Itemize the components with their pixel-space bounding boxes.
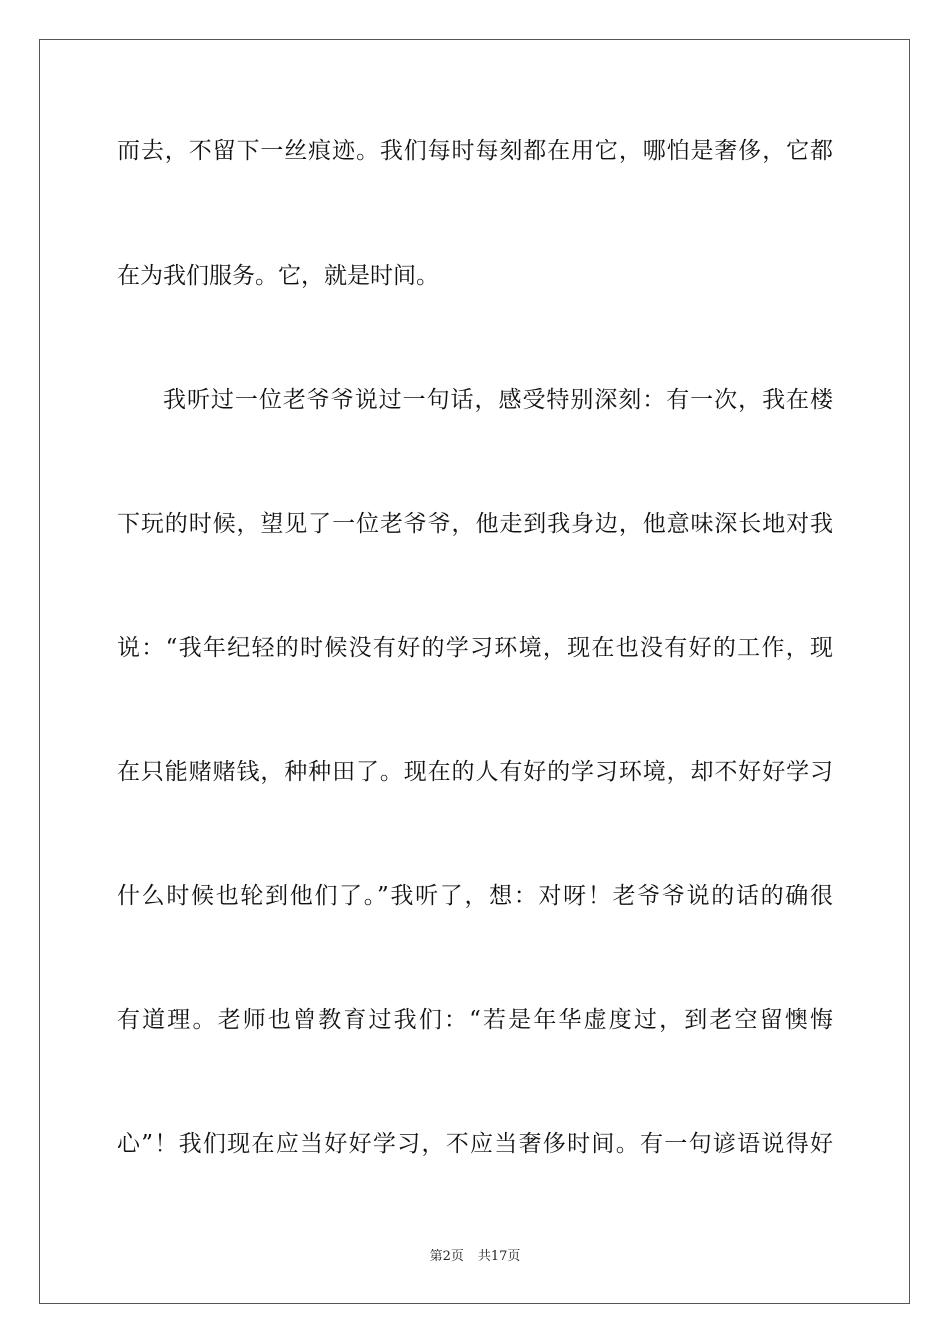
page-number: 第2页 <box>429 1249 464 1264</box>
text-line: 心”！我们现在应当好好学习，不应当奢侈时间。有一句谚语说得好 <box>117 1131 833 1157</box>
text-line: 说：“我年纪轻的时候没有好的学习环境，现在也没有好的工作，现 <box>117 635 833 661</box>
text-line: 而去，不留下一丝痕迹。我们每时每刻都在用它，哪怕是奢侈，它都 <box>117 138 833 164</box>
text-line: 下玩的时候，望见了一位老爷爷，他走到我身边，他意味深长地对我 <box>117 511 833 537</box>
page-border <box>39 39 910 1304</box>
page-total: 共17页 <box>477 1249 521 1264</box>
text-line: 什么时候也轮到他们了。”我听了，想：对呀！老爷爷说的话的确很 <box>117 883 833 909</box>
page-footer <box>0 1248 950 1266</box>
text-line: 在为我们服务。它，就是时间。 <box>117 263 439 289</box>
paragraph-first-line: 我听过一位老爷爷说过一句话，感受特别深刻：有一次，我在楼 <box>163 387 833 413</box>
text-line: 有道理。老师也曾教育过我们：“若是年华虚度过，到老空留懊悔 <box>117 1007 833 1033</box>
text-line: 在只能赌赌钱，种种田了。现在的人有好的学习环境，却不好好学习 <box>117 759 833 785</box>
